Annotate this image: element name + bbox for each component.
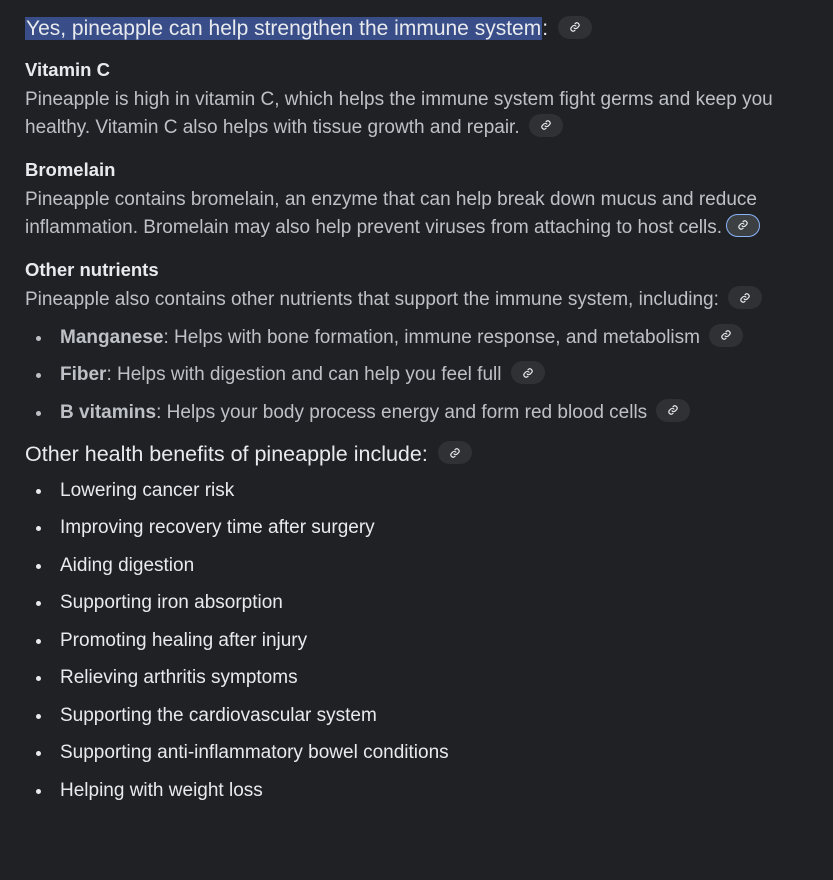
answer-headline [25, 14, 825, 44]
link-icon [522, 367, 533, 378]
benefits-heading-wrap [25, 439, 825, 469]
section-title: Bromelain [25, 159, 116, 180]
section-bromelain [25, 157, 825, 241]
source-link-button[interactable] [656, 399, 690, 422]
section-text: Pineapple contains bromelain, an enzyme that can help break down mucus and reduce inflammation. Bromelain may also help prevent viruses from attaching to host cells. [25, 189, 757, 238]
source-link-button[interactable] [529, 114, 563, 137]
link-icon [540, 120, 551, 131]
list-item: Helping with weight loss [25, 777, 825, 805]
list-item: Relieving arthritis symptoms [25, 664, 825, 692]
nutrient-desc: : Helps with bone formation, immune response, and metabolism [163, 326, 700, 348]
list-item: Improving recovery time after surgery [25, 514, 825, 542]
source-link-button[interactable] [511, 361, 545, 384]
list-item: Promoting healing after injury [25, 627, 825, 655]
link-icon [740, 292, 751, 303]
source-link-button[interactable] [558, 16, 592, 39]
link-icon [569, 22, 580, 33]
section-text-wrap [25, 186, 825, 241]
list-item: Supporting anti-inflammatory bowel conditions [25, 739, 825, 767]
nutrient-term: B vitamins [60, 401, 157, 423]
link-icon [721, 330, 732, 341]
list-item [25, 361, 825, 389]
source-link-button[interactable] [709, 324, 743, 347]
nutrient-term: Fiber [60, 364, 107, 385]
nutrient-desc: : Helps your body process energy and form red blood cells [156, 401, 648, 423]
section-text-wrap [25, 86, 825, 141]
list-item [25, 399, 825, 427]
section-title: Vitamin C [25, 59, 110, 80]
link-icon [449, 447, 460, 458]
headline-suffix: : [542, 17, 549, 40]
section-text-wrap [25, 286, 825, 314]
section-other-nutrients [25, 257, 825, 427]
section-benefits [25, 439, 825, 805]
list-item: Supporting iron absorption [25, 589, 825, 617]
benefits-list [25, 477, 825, 805]
list-item [25, 324, 825, 352]
section-title: Other nutrients [25, 259, 159, 280]
source-link-button[interactable] [728, 286, 762, 309]
highlighted-headline: Yes, pineapple can help strengthen the immune system [26, 17, 542, 40]
benefits-heading: Other health benefits of pineapple include: [25, 441, 428, 466]
nutrient-list [25, 324, 825, 427]
list-item: Lowering cancer risk [25, 477, 825, 505]
source-link-button[interactable] [726, 214, 760, 237]
nutrient-desc: : Helps with digestion and can help you feel full [106, 364, 502, 385]
ai-answer [25, 14, 825, 814]
nutrient-term: Manganese [60, 326, 164, 348]
link-icon [668, 405, 679, 416]
section-text: Pineapple is high in vitamin C, which helps the immune system fight germs and keep you healthy. Vitamin C also helps with tissue growth and repair. [25, 89, 773, 138]
source-link-button[interactable] [438, 441, 472, 464]
list-item: Supporting the cardiovascular system [25, 702, 825, 730]
list-item: Aiding digestion [25, 552, 825, 580]
link-icon [737, 220, 748, 231]
section-vitamin-c [25, 57, 825, 141]
section-text: Pineapple also contains other nutrients that support the immune system, including: [25, 289, 719, 310]
